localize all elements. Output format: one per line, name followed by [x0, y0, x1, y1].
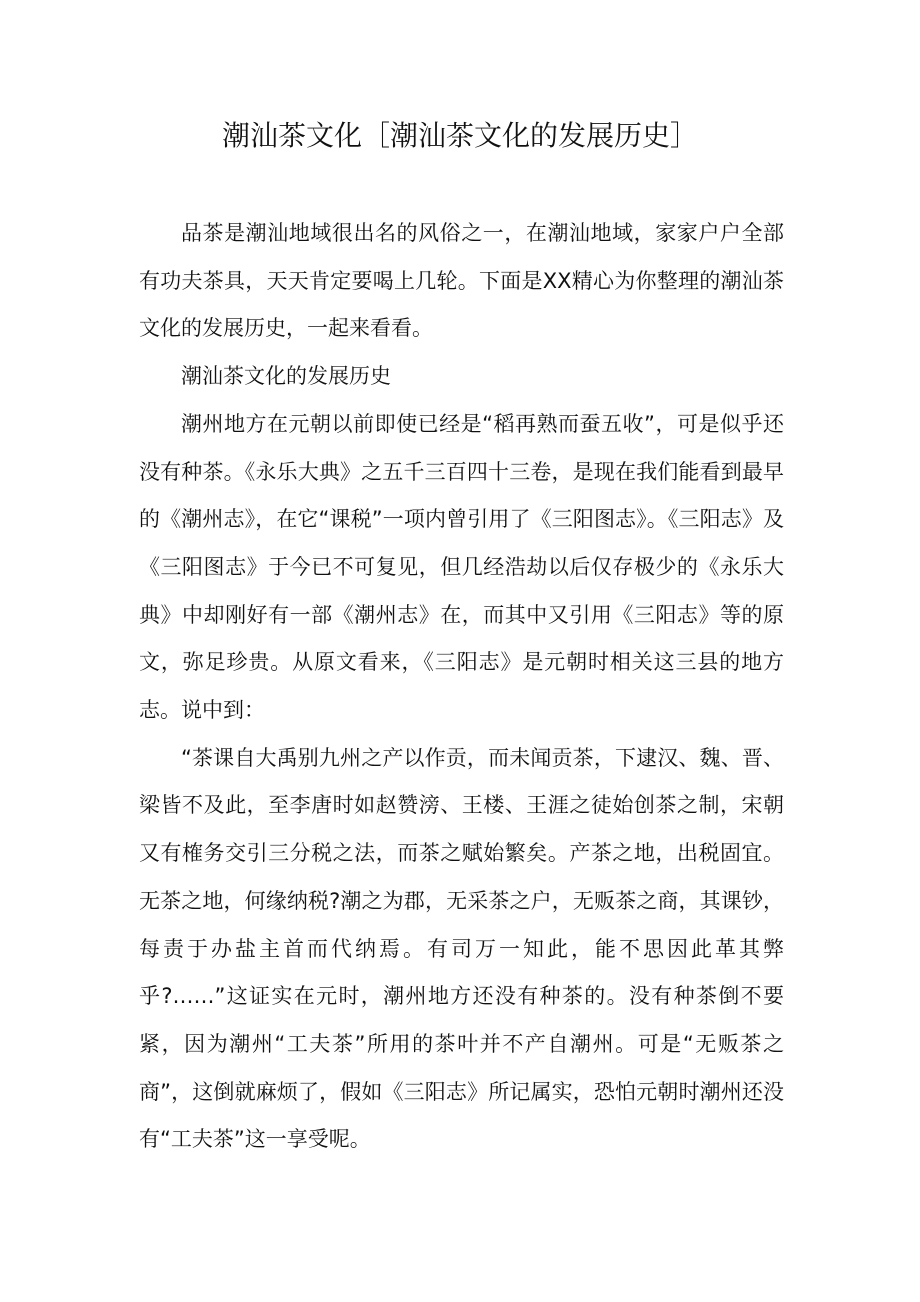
section-heading: 潮汕茶文化的发展历史	[181, 364, 391, 389]
document-title: 潮汕茶文化［潮汕茶文化的发展历史］	[221, 119, 698, 152]
intro-paragraph: 品茶是潮汕地域很出名的风俗之一，在潮汕地域，家家户户全部有功夫茶具，天天肯定要喝上几轮。下面是XX精心为你整理的潮汕茶文化的发展历史，一起来看看。	[139, 221, 784, 341]
document-body	[139, 210, 784, 1164]
history-paragraph: 潮州地方在元朝以前即使已经是“稻再熟而蚕五收”，可是似乎还没有种茶。《永乐大典》之五千三百四十三卷，是现在我们能看到最早的《潮州志》，在它“课税”一项内曾引用了《三阳图志》。《三阳志》及《三阳图志》于今已不可复见，但几经浩劫以后仅存极少的《永乐大典》中却刚好有一部《潮州志》在，而其中又引用《三阳志》等的原文，弥足珍贵。从原文看来，《三阳志》是元朝时相关这三县的地方志。说中到：	[139, 411, 784, 723]
quote-paragraph: “茶课自大禹别九州之产以作贡，而未闻贡茶，下逮汉、魏、晋、梁皆不及此，至李唐时如赵赞滂、王楼、王涯之徒始创茶之制，宋朝又有榷务交引三分税之法，而茶之赋始繁矣。产茶之地，出税固宜。无茶之地，何缘纳税?潮之为郡，无采茶之户，无贩茶之商，其课钞，每责于办盐主首而代纳焉。有司万一知此，能不思因此革其弊乎?……”这证实在元时，潮州地方还没有种茶的。没有种茶倒不要紧，因为潮州“工夫茶”所用的茶叶并不产自潮州。可是“无贩茶之商”，这倒就麻烦了，假如《三阳志》所记属实，恐怕元朝时潮州还没有“工夫茶”这一享受呢。	[139, 745, 784, 1152]
